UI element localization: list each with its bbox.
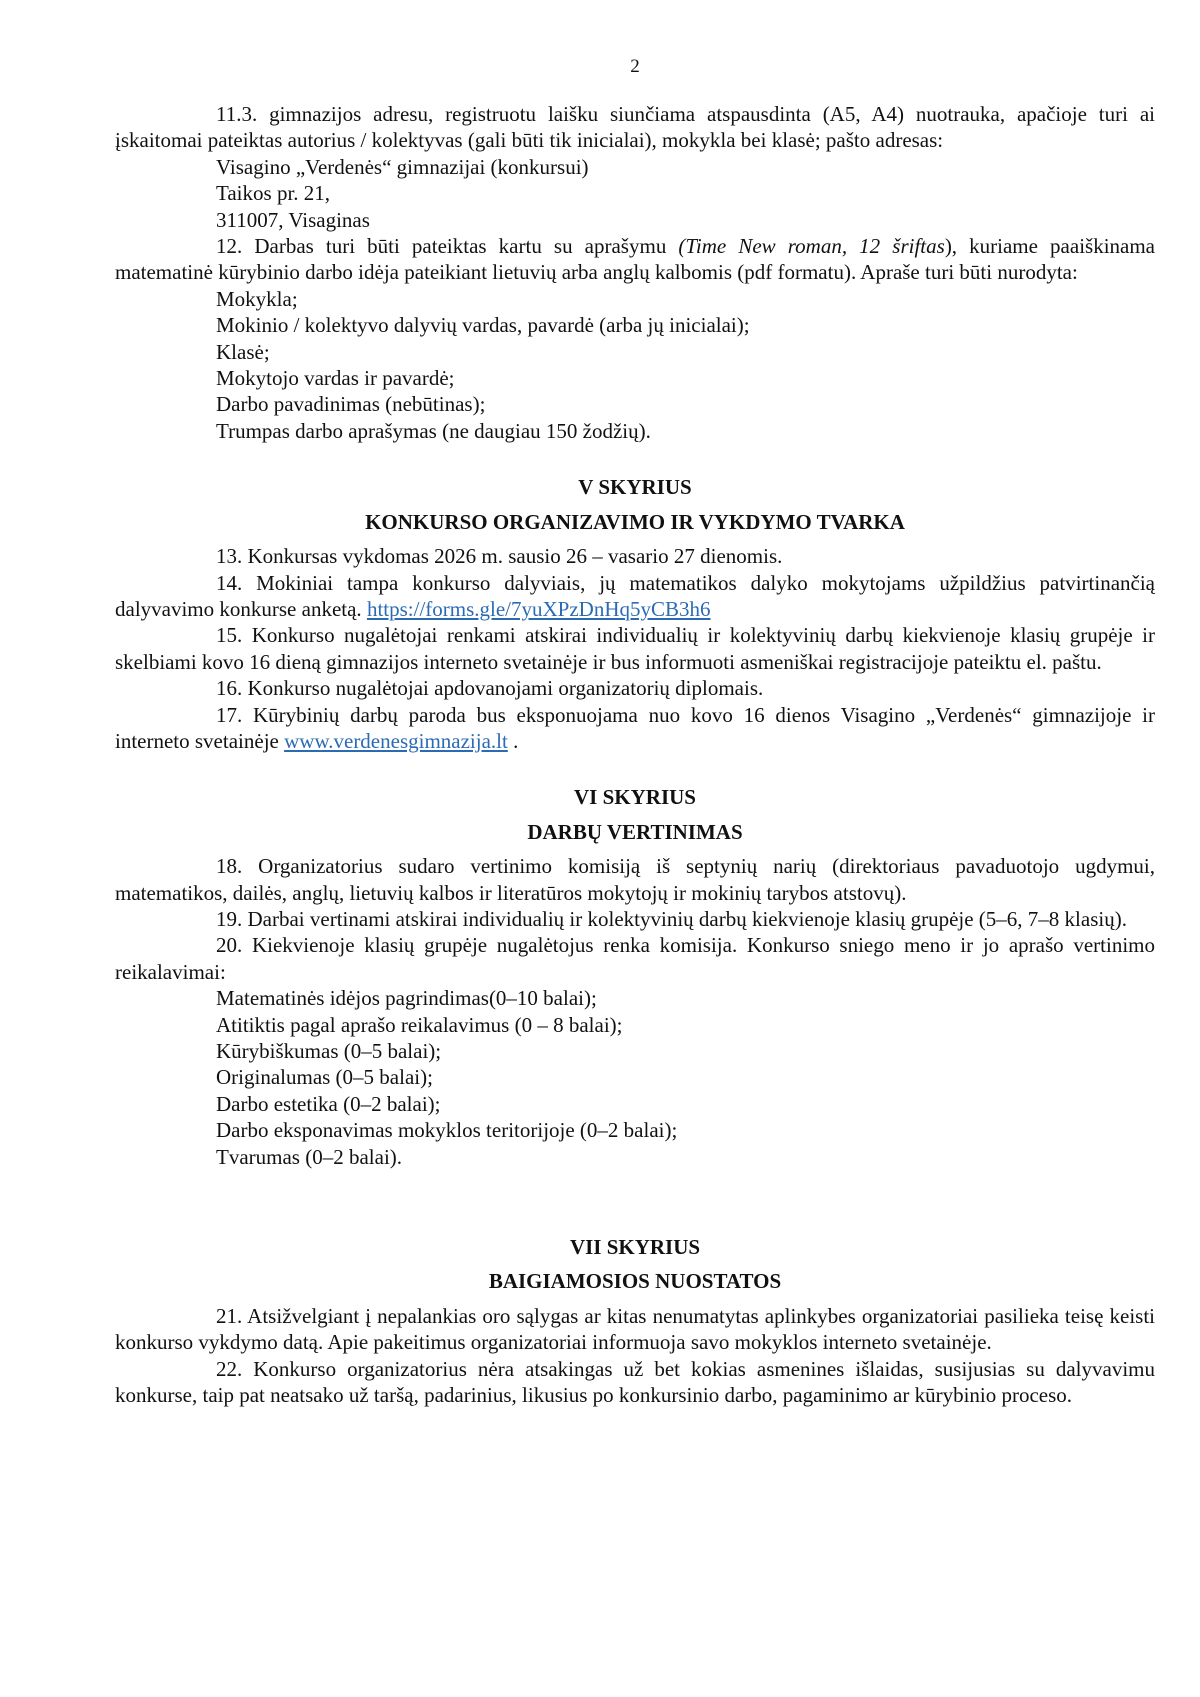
criteria-item: Matematinės idėjos pagrindimas(0–10 balai);	[216, 986, 597, 1011]
list-item: Mokinio / kolektyvo dalyvių vardas, pavardė (arba jų inicialai);	[216, 313, 750, 338]
section-vi-title: DARBŲ VERTINIMAS	[527, 819, 743, 844]
page-number: 2	[630, 56, 640, 77]
paragraph-12-before: 12. Darbas turi būti pateiktas kartu su aprašymu	[216, 234, 679, 259]
evaluation-criteria-list	[115, 985, 1155, 1170]
paragraph-12	[115, 233, 1155, 286]
list-item: Darbo pavadinimas (nebūtinas);	[216, 392, 486, 417]
paragraph-14	[115, 570, 1155, 623]
address-line: Taikos pr. 21,	[216, 181, 331, 206]
school-website-link[interactable]: www.verdenesgimnazija.lt	[284, 728, 508, 753]
document-page	[115, 55, 1155, 1408]
address-line: Visagino „Verdenės“ gimnazijai (konkursui)	[216, 154, 589, 179]
criteria-item: Tvarumas (0–2 balai).	[216, 1144, 403, 1169]
address-line: 311007, Visaginas	[216, 207, 370, 232]
section-v-number: V SKYRIUS	[578, 475, 692, 500]
criteria-item: Originalumas (0–5 balai);	[216, 1065, 433, 1090]
paragraph-21: 21. Atsižvelgiant į nepalankias oro sąlygas ar kitas nenumatytas aplinkybes organizatoriai pasilieka teisę keisti konkurso vykdymo datą. Apie pakeitimus organizatoriai informuoja savo mokyklos interneto svetainėje.	[115, 1303, 1155, 1355]
paragraph-22: 22. Konkurso organizatorius nėra atsakingas už bet kokias asmenines išlaidas, susijusias su dalyvavimu konkurse, taip pat neatsako už taršą, padarinius, likusius po konkursinio darbo, pagaminimo ar kūrybinio proceso.	[115, 1356, 1155, 1408]
section-vii-title: BAIGIAMOSIOS NUOSTATOS	[488, 1269, 782, 1294]
registration-form-link[interactable]: https://forms.gle/7yuXPzDnHq5yCB3h6	[366, 596, 711, 621]
paragraph-12-font-note: (Time New roman, 12 šriftas	[678, 234, 945, 259]
paragraph-14-text: 14. Mokiniai tampa konkurso dalyviais, jų matematikos dalyko mokytojams užpildžius patvirtinančią dalyvavimo konkurse anketą.	[115, 570, 1155, 621]
paragraph-13: 13. Konkursas vykdomas 2026 m. sausio 26 – vasario 27 dienomis.	[216, 544, 783, 569]
paragraph-17-after: .	[507, 728, 519, 753]
postal-address	[115, 154, 1155, 233]
section-vi-number: VI SKYRIUS	[574, 785, 696, 810]
paragraph-20: 20. Kiekvienoje klasių grupėje nugalėtojus renka komisija. Konkurso sniego meno ir jo aprašo vertinimo reikalavimai:	[115, 933, 1155, 984]
list-item: Klasė;	[216, 339, 270, 364]
paragraph-15: 15. Konkurso nugalėtojai renkami atskirai individualių ir kolektyvinių darbų kiekvienoje klasių grupėje ir skelbiami kovo 16 dieną gimnazijos interneto svetainėje ir bus informuoti asmeniškai registracijoje pateiktu el. paštu.	[115, 623, 1155, 674]
paragraph-17-text: 17. Kūrybinių darbų paroda bus eksponuojama nuo kovo 16 dienos Visagino „Verdenės“ gimnazijoje ir interneto svetainėje	[115, 702, 1155, 753]
section-vii-number: VII SKYRIUS	[569, 1235, 701, 1260]
paragraph-12-after: ), kuriame paaiškinama matematinė kūrybinio darbo idėja pateikiant lietuvių arba anglų kalbomis (pdf formatu). Apraše turi būti nurodyta:	[115, 234, 1156, 285]
criteria-item: Atitiktis pagal aprašo reikalavimus (0 – 8 balai);	[216, 1012, 623, 1037]
paragraph-18: 18. Organizatorius sudaro vertinimo komisiją iš septynių narių (direktoriaus pavaduotojo ugdymui, matematikos, dailės, anglų, lietuvių kalbos ir literatūros mokytojų ir mokinių tarybos atstovų).	[115, 854, 1155, 905]
description-requirements-list	[115, 286, 1155, 444]
section-v-title: KONKURSO ORGANIZAVIMO IR VYKDYMO TVARKA	[365, 509, 905, 534]
criteria-item: Darbo estetika (0–2 balai);	[216, 1091, 441, 1116]
list-item: Trumpas darbo aprašymas (ne daugiau 150 žodžių).	[216, 418, 651, 443]
paragraph-11-3: 11.3. gimnazijos adresu, registruotu laišku siunčiama atspausdinta (A5, A4) nuotrauka, apačioje turi ai įskaitomai pateiktas autorius / kolektyvas (gali būti tik inicialai), mokykla bei klasė; pašto adresas:	[115, 102, 1155, 153]
spacer	[115, 1170, 1155, 1204]
list-item: Mokykla;	[216, 286, 298, 311]
criteria-item: Kūrybiškumas (0–5 balai);	[216, 1039, 442, 1063]
paragraph-16: 16. Konkurso nugalėtojai apdovanojami organizatorių diplomais.	[216, 676, 764, 701]
paragraph-19: 19. Darbai vertinami atskirai individualių ir kolektyvinių darbų kiekvienoje klasių grupėje (5–6, 7–8 klasių).	[216, 906, 1127, 931]
list-item: Mokytojo vardas ir pavardė;	[216, 366, 455, 391]
paragraph-17	[115, 702, 1155, 755]
criteria-item: Darbo eksponavimas mokyklos teritorijoje (0–2 balai);	[216, 1118, 678, 1143]
